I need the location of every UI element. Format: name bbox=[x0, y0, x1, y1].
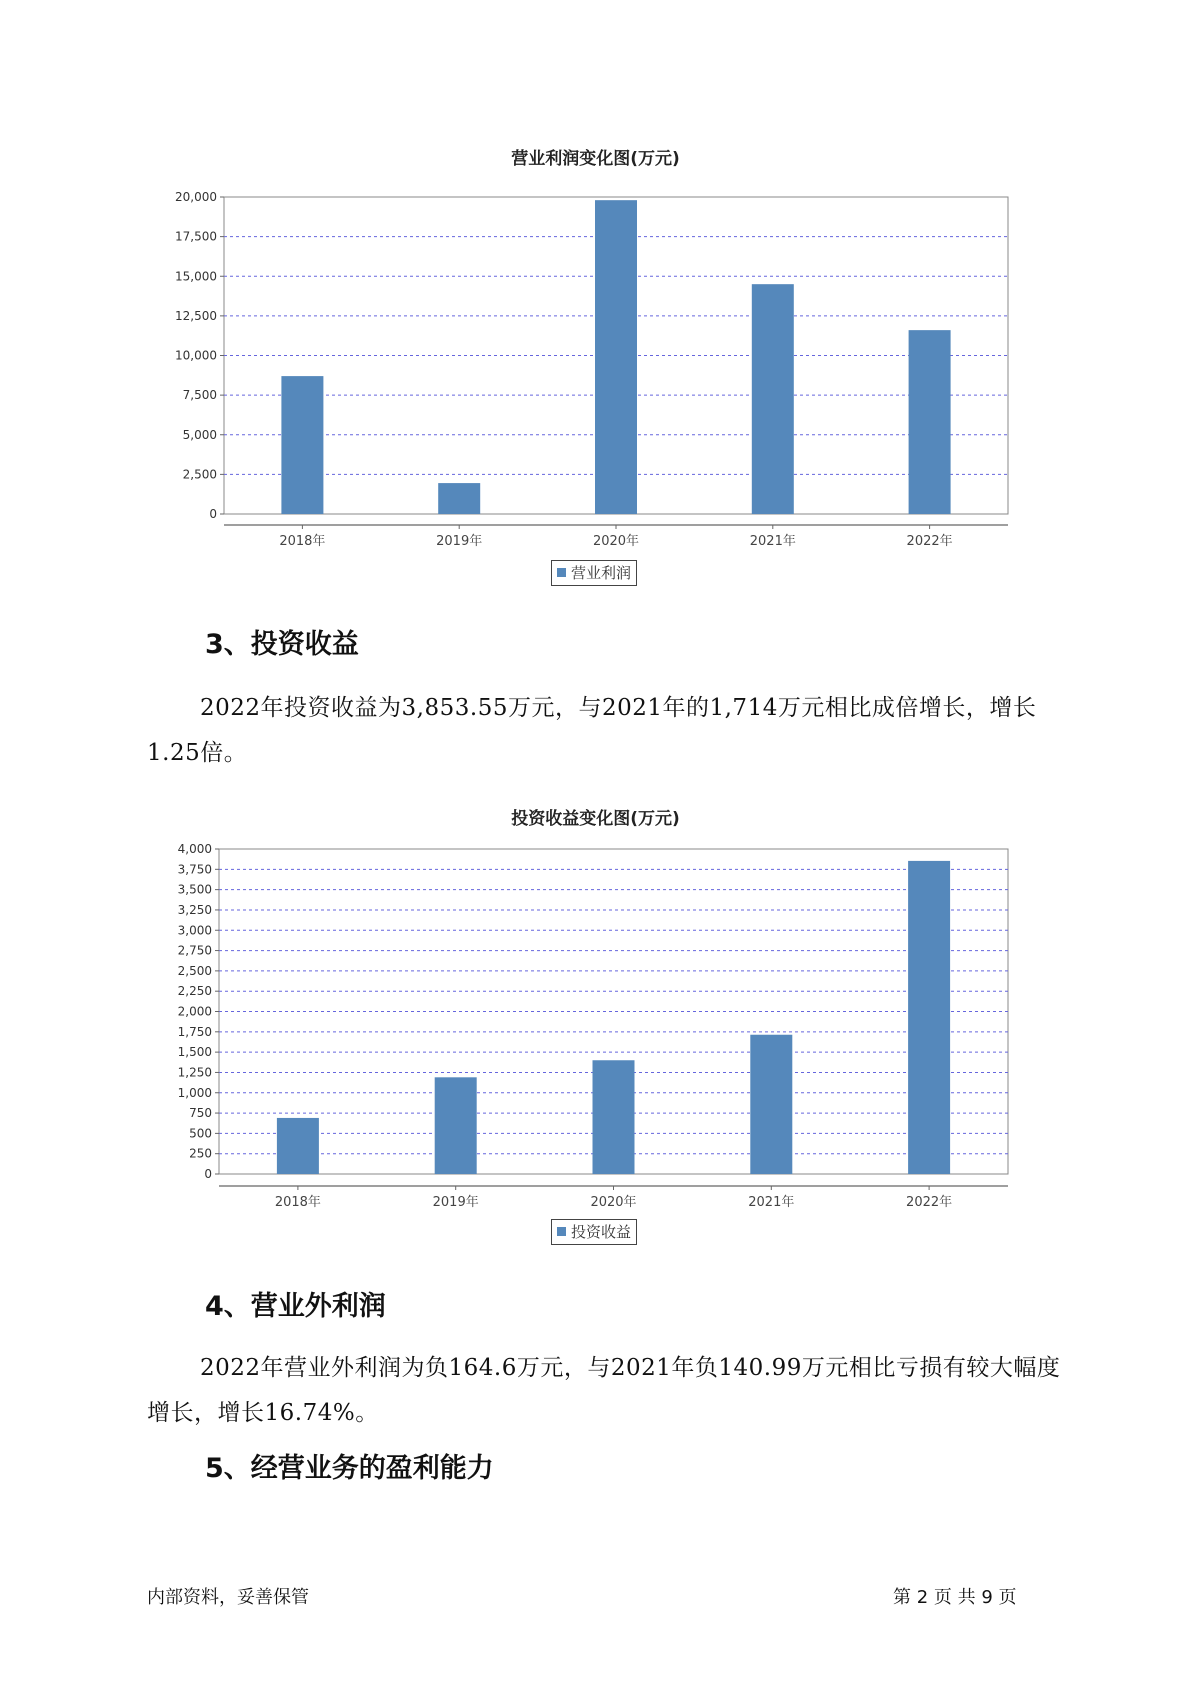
bar-2018年 bbox=[277, 1118, 319, 1174]
y-tick-label: 500 bbox=[189, 1126, 212, 1141]
section3-heading: 3、投资收益 bbox=[205, 629, 359, 660]
bar-2020年 bbox=[593, 1060, 635, 1174]
y-tick-label: 0 bbox=[204, 1167, 212, 1181]
investment-income-chart bbox=[0, 830, 1191, 1250]
x-tick-label: 2020年 bbox=[592, 534, 640, 549]
section4-paragraph: 2022年营业外利润为负164.6万元，与2021年负140.99万元相比亏损有较大幅度增长，增长16.74%。 bbox=[147, 1355, 1061, 1426]
bar-2021年 bbox=[752, 284, 794, 514]
y-tick-label: 1,000 bbox=[177, 1085, 212, 1100]
y-tick-label: 1,250 bbox=[177, 1065, 212, 1080]
bar-2021年 bbox=[750, 1035, 792, 1174]
chart2-legend bbox=[551, 1219, 637, 1245]
bar-2020年 bbox=[595, 200, 637, 514]
bar-2019年 bbox=[435, 1077, 477, 1174]
chart2-legend-label: 投资收益 bbox=[571, 1223, 632, 1241]
x-tick-label: 2021年 bbox=[748, 1195, 795, 1210]
y-tick-label: 250 bbox=[189, 1146, 212, 1161]
chart1-title: 营业利润变化图(万元) bbox=[511, 149, 680, 169]
y-tick-label: 2,500 bbox=[182, 467, 217, 482]
bar-2022年 bbox=[908, 861, 950, 1174]
bar-2019年 bbox=[438, 483, 480, 514]
y-tick-label: 3,250 bbox=[177, 902, 212, 917]
x-tick-label: 2019年 bbox=[436, 534, 483, 549]
y-tick-label: 5,000 bbox=[182, 427, 217, 442]
section3-paragraph: 2022年投资收益为3,853.55万元，与2021年的1,714万元相比成倍增长，增长1.25倍。 bbox=[147, 695, 1037, 766]
y-tick-label: 15,000 bbox=[175, 269, 217, 284]
chart1-legend-swatch bbox=[557, 568, 566, 577]
y-tick-label: 12,500 bbox=[175, 308, 217, 323]
y-tick-label: 3,000 bbox=[177, 923, 212, 938]
y-tick-label: 2,750 bbox=[177, 943, 212, 958]
y-tick-label: 2,000 bbox=[177, 1004, 212, 1019]
chart1-legend bbox=[551, 560, 637, 586]
footer-confidential-note: 内部资料，妥善保管 bbox=[147, 1587, 309, 1608]
y-tick-label: 0 bbox=[209, 507, 217, 521]
x-tick-label: 2019年 bbox=[432, 1195, 479, 1210]
x-tick-label: 2018年 bbox=[279, 534, 326, 549]
y-tick-label: 1,500 bbox=[177, 1045, 212, 1060]
x-tick-label: 2022年 bbox=[906, 1195, 953, 1210]
y-tick-label: 3,750 bbox=[177, 862, 212, 877]
y-tick-label: 3,500 bbox=[177, 882, 212, 897]
section4-heading: 4、营业外利润 bbox=[205, 1291, 386, 1322]
y-tick-label: 20,000 bbox=[175, 190, 217, 204]
y-tick-label: 4,000 bbox=[177, 842, 212, 856]
x-tick-label: 2022年 bbox=[906, 534, 953, 549]
bar-2022年 bbox=[909, 330, 951, 514]
y-tick-label: 10,000 bbox=[175, 348, 217, 363]
chart2-legend-swatch bbox=[557, 1227, 566, 1236]
y-tick-label: 2,250 bbox=[177, 984, 212, 999]
y-tick-label: 7,500 bbox=[182, 388, 217, 403]
y-tick-label: 750 bbox=[189, 1106, 212, 1121]
x-tick-label: 2020年 bbox=[590, 1195, 637, 1210]
operating-profit-chart bbox=[0, 170, 1191, 590]
y-tick-label: 1,750 bbox=[177, 1024, 212, 1039]
x-tick-label: 2018年 bbox=[274, 1195, 321, 1210]
y-tick-label: 17,500 bbox=[175, 229, 217, 244]
section5-heading: 5、经营业务的盈利能力 bbox=[205, 1453, 494, 1484]
chart1-legend-label: 营业利润 bbox=[571, 564, 632, 582]
chart2-title: 投资收益变化图(万元) bbox=[511, 809, 680, 829]
footer-page-number: 第 2 页 共 9 页 bbox=[893, 1587, 1017, 1608]
y-tick-label: 2,500 bbox=[177, 963, 212, 978]
bar-2018年 bbox=[281, 376, 323, 514]
x-tick-label: 2021年 bbox=[749, 534, 796, 549]
